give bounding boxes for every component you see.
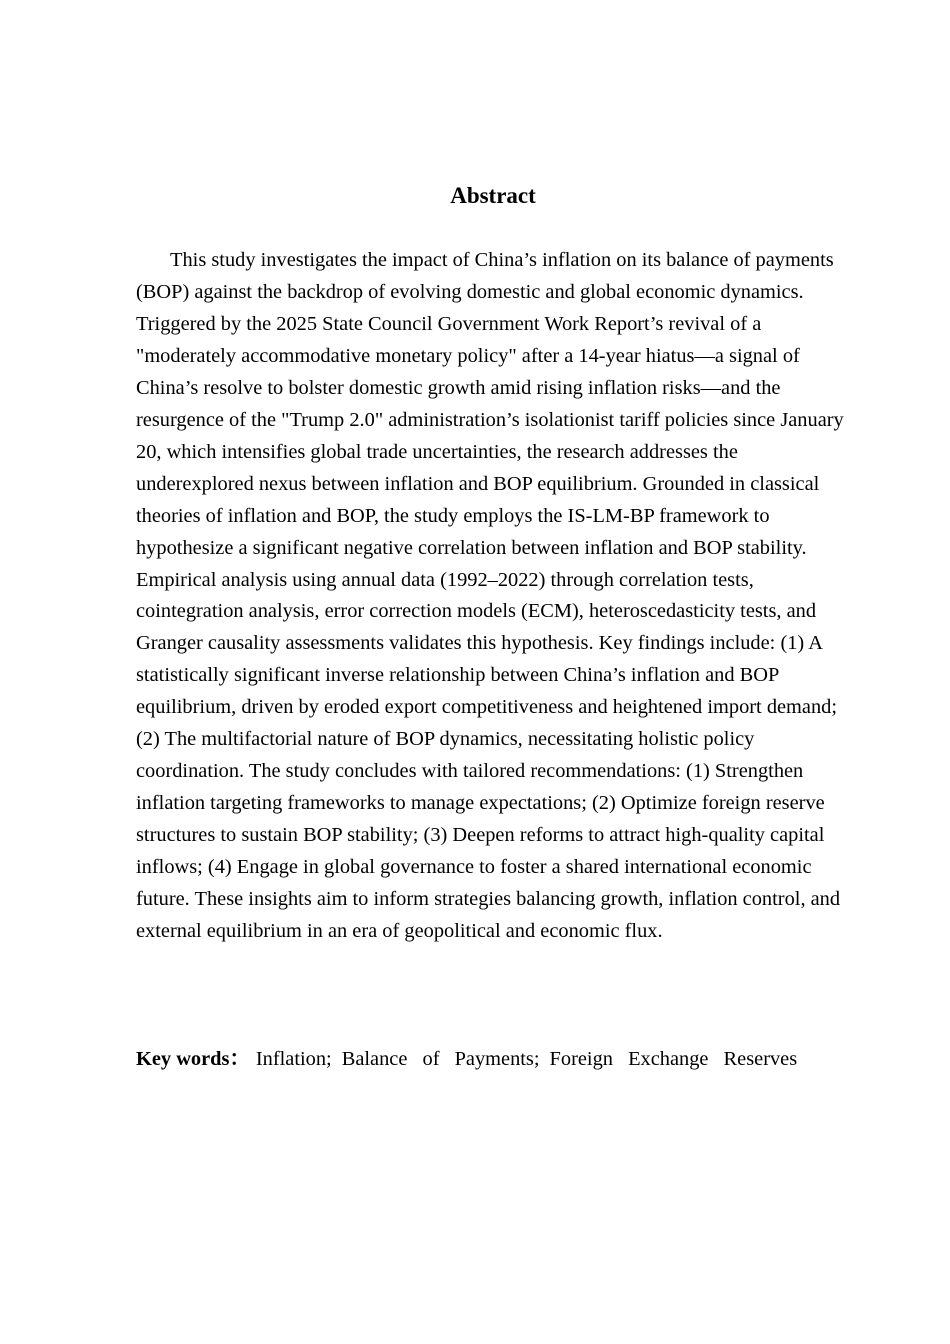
abstract-body: This study investigates the impact of China’s inflation on its balance of payments (BOP) against the backdrop of evolving domestic and global economic dynamics. Triggered by the 2025 State Council Government Work Report’s revival of a "moderately accommodative monetary policy" after a 14-year hiatus—a signal of China’s resolve to bolster domestic growth amid rising inflation risks—and the resurgence of the "Trump 2.0" administration’s isolationist tariff policies since January 20, which intensifies global trade uncertainties, the research addresses the underexplored nexus between inflation and BOP equilibrium. Grounded in classical theories of inflation and BOP, the study employs the IS-LM-BP framework to hypothesize a significant negative correlation between inflation and BOP stability. Empirical analysis using annual data (1992–2022) through correlation tests, cointegration analysis, error correction models (ECM), heteroscedasticity tests, and Granger causality assessments validates this hypothesis. Key findings include: (1) A statistically significant inverse relationship between China’s inflation and BOP equilibrium, driven by eroded export competitiveness and heightened import demand; (2) The multifactorial nature of BOP dynamics, necessitating holistic policy coordination. The study concludes with tailored recommendations: (1) Strengthen inflation targeting frameworks to manage expectations; (2) Optimize foreign reserve structures to sustain BOP stability; (3) Deepen reforms to attract high-quality capital inflows; (4) Engage in global governance to foster a shared international economic future. These insights aim to inform strategies balancing growth, inflation control, and external equilibrium in an era of geopolitical and economic flux. (136, 249, 844, 943)
keywords-separator: ： (229, 1048, 250, 1070)
keyword-item: Balance of Payments; (341, 1048, 540, 1070)
keywords-line (136, 1043, 836, 1075)
abstract-title: Abstract (450, 183, 536, 208)
keywords-label: Key words (136, 1048, 230, 1070)
keyword-item: Inflation; (255, 1048, 332, 1070)
keyword-item: Foreign Exchange Reserves (549, 1048, 798, 1070)
